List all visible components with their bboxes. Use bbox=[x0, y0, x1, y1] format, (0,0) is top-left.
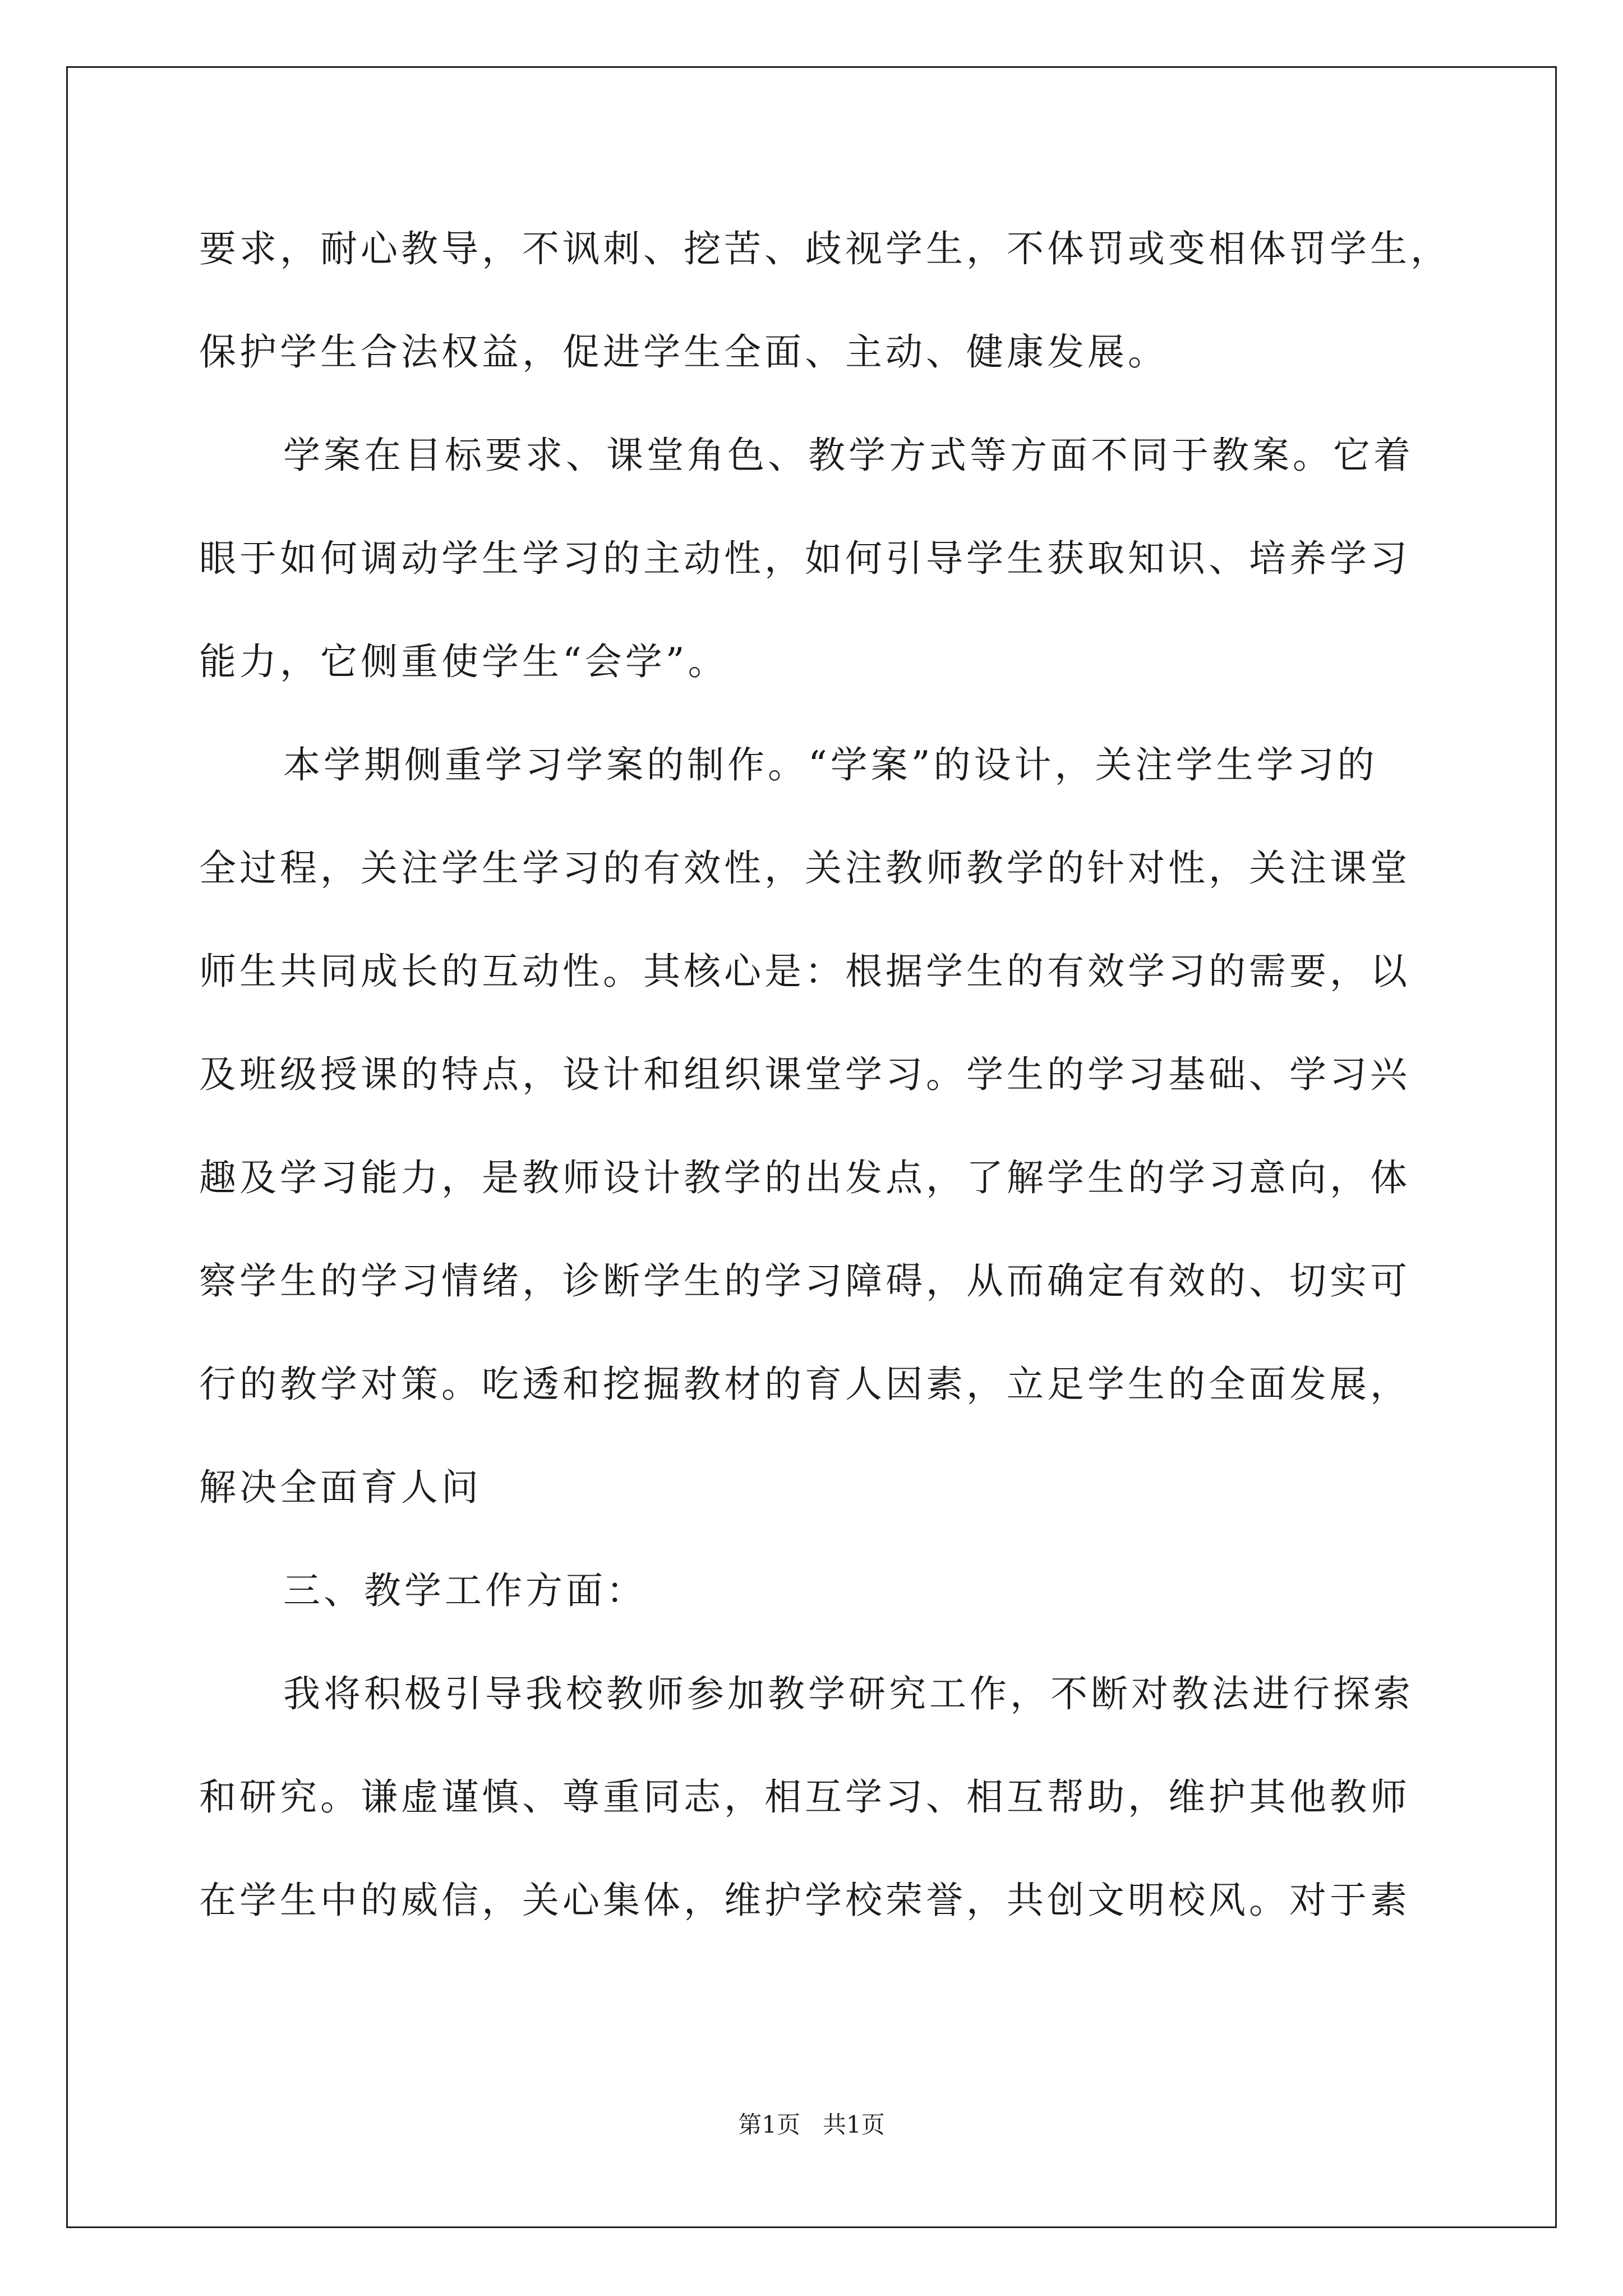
text-line: 我将积极引导我校教师参加教学研究工作，不断对教法进行探索 bbox=[283, 1672, 1414, 1715]
text-line: 和研究。谦虚谨慎、尊重同志，相互学习、相互帮助，维护其他教师 bbox=[199, 1775, 1410, 1819]
text-line: 师生共同成长的互动性。其核心是：根据学生的有效学习的需要，以 bbox=[199, 950, 1410, 993]
text-line: 本学期侧重学习学案的制作。“学案”的设计，关注学生学习的 bbox=[283, 743, 1378, 786]
text-line: 学案在目标要求、课堂角色、教学方式等方面不同于教案。它着 bbox=[283, 434, 1414, 477]
text-line: 要求，耐心教导，不讽刺、挖苦、歧视学生，不体罚或变相体罚学生， bbox=[199, 227, 1451, 270]
document-body bbox=[199, 216, 1451, 1971]
text-line: 能力，它侧重使学生“会学”。 bbox=[199, 640, 728, 683]
text-line: 眼于如何调动学生学习的主动性，如何引导学生获取知识、培养学习 bbox=[199, 537, 1410, 580]
text-line: 在学生中的威信，关心集体，维护学校荣誉，共创文明校风。对于素 bbox=[199, 1879, 1410, 1922]
text-line: 保护学生合法权益，促进学生全面、主动、健康发展。 bbox=[199, 330, 1168, 374]
text-line: 察学生的学习情绪，诊断学生的学习障碍，从而确定有效的、切实可 bbox=[199, 1259, 1410, 1303]
text-line: 及班级授课的特点，设计和组织课堂学习。学生的学习基础、学习兴 bbox=[199, 1053, 1410, 1096]
text-line: 行的教学对策。吃透和挖掘教材的育人因素，立足学生的全面发展， bbox=[199, 1363, 1410, 1406]
text-line: 趣及学习能力，是教师设计教学的出发点，了解学生的学习意向，体 bbox=[199, 1156, 1410, 1199]
text-line: 解决全面育人问 bbox=[199, 1466, 482, 1509]
text-line: 全过程，关注学生学习的有效性，关注教师教学的针对性，关注课堂 bbox=[199, 846, 1410, 890]
section-heading: 三、教学工作方面： bbox=[283, 1569, 647, 1612]
page-number: 第1页 共1页 bbox=[738, 2111, 885, 2138]
